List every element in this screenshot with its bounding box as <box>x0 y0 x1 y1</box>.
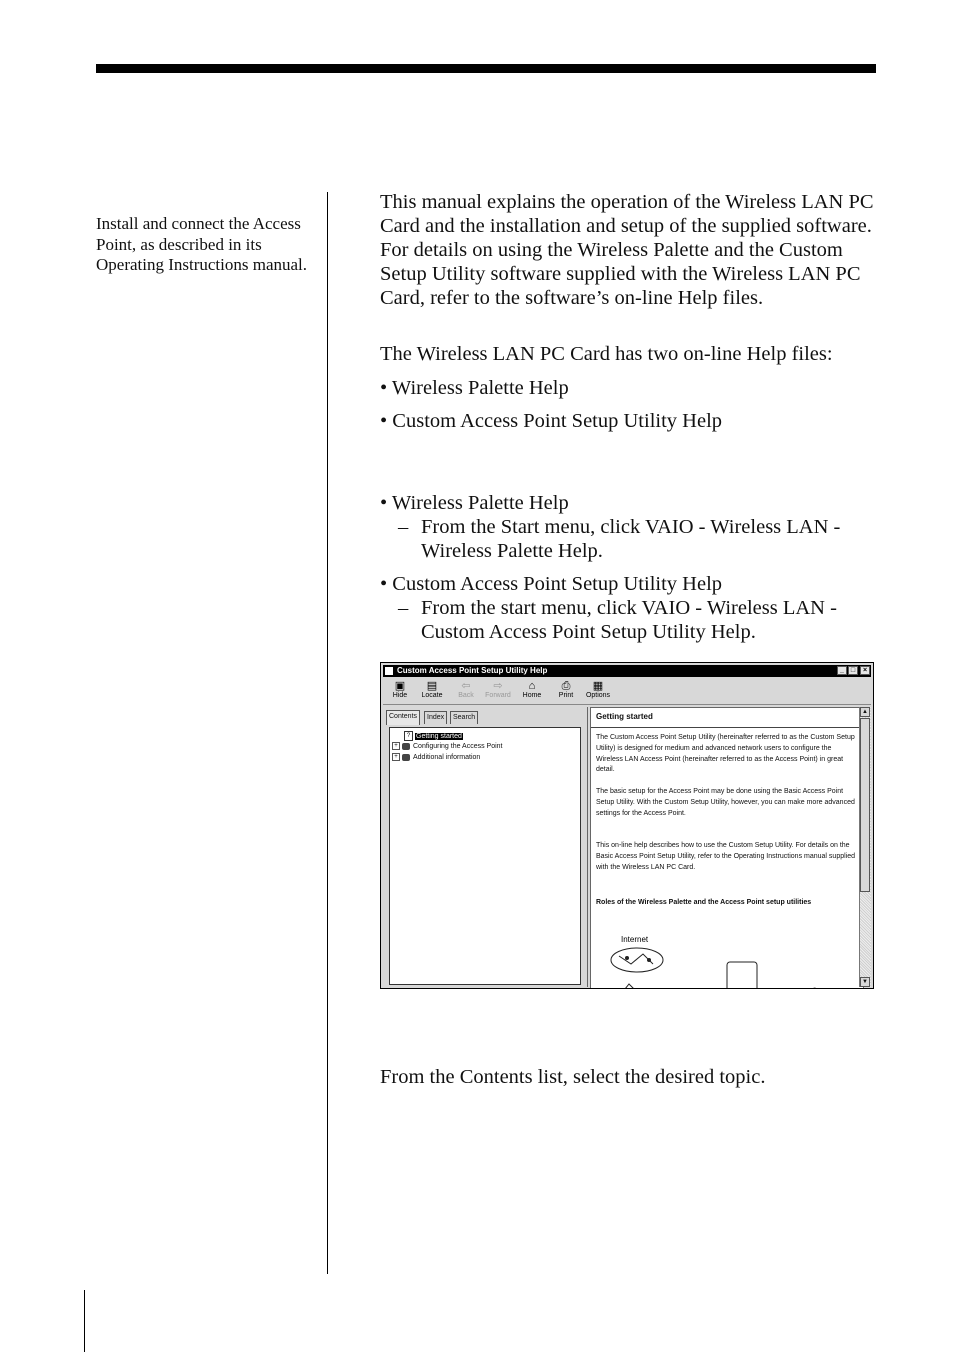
tool-label: Hide <box>392 692 408 699</box>
page-corner-rule <box>84 1290 85 1352</box>
options-icon: ▦ <box>592 680 604 692</box>
contents-tree <box>389 727 581 985</box>
scroll-thumb[interactable] <box>860 718 870 892</box>
open-step-bullet: • Wireless Palette Help <box>380 492 569 514</box>
book-icon <box>402 743 410 750</box>
tree-item-label: Getting started <box>416 732 462 740</box>
hide-icon: ▣ <box>394 680 406 692</box>
tool-label: Forward <box>485 692 511 699</box>
topic-title-rule <box>591 727 863 728</box>
back-button[interactable] <box>451 680 481 702</box>
topic-pane <box>590 707 864 989</box>
internet-label: Internet <box>621 936 649 944</box>
home-icon: ⌂ <box>528 680 536 692</box>
tab-contents[interactable]: Contents <box>386 710 420 725</box>
dash-marker: – <box>398 597 409 619</box>
intro-paragraph: This manual explains the operation of the Wireless LAN PC Card and the installation and setup of the supplied software. For details on using the Wireless Palette and the Custom Setup Utility software supplied with the Wireless LAN PC Card, refer to the software’s on-line Help files. <box>380 191 874 309</box>
topic-scrollbar[interactable] <box>859 707 871 987</box>
tab-index[interactable]: Index <box>424 711 447 724</box>
open-step-bullet: • Custom Access Point Setup Utility Help <box>380 573 723 595</box>
home-button[interactable] <box>517 680 547 702</box>
tool-label: Print <box>558 692 574 699</box>
help-file-item: • Custom Access Point Setup Utility Help <box>380 410 723 432</box>
navigation-pane <box>383 707 588 987</box>
window-titlebar <box>383 665 871 677</box>
tree-item-label: Configuring the Access Point <box>413 743 503 750</box>
window-title: Custom Access Point Setup Utility Help <box>397 666 548 675</box>
topic-paragraph: This on-line help describes how to use the Custom Setup Utility. For details on the Basic Access Point Setup Utility, refer to the Operating Instructions manual supplied with the Wireless LAN PC Card. <box>596 842 855 871</box>
help-files-intro: The Wireless LAN PC Card has two on-line Help files: <box>380 343 833 365</box>
print-button[interactable] <box>551 680 581 702</box>
options-button[interactable] <box>583 680 613 702</box>
tool-label: Back <box>458 692 474 699</box>
tool-label: Home <box>522 692 542 699</box>
minimize-button[interactable]: _ <box>837 666 847 675</box>
hide-button[interactable] <box>385 680 415 702</box>
locate-icon: ▤ <box>426 680 438 692</box>
scroll-up-icon[interactable]: ▲ <box>860 707 870 717</box>
tree-item-additional[interactable] <box>392 753 480 762</box>
tree-item-label: Additional information <box>413 754 481 761</box>
network-illustration <box>591 936 863 989</box>
help-file-item: • Wireless Palette Help <box>380 377 569 399</box>
column-divider <box>327 192 328 1274</box>
tab-search[interactable]: Search <box>450 711 478 724</box>
tool-label: Locate <box>421 692 443 699</box>
help-window-screenshot <box>380 662 874 989</box>
scroll-down-icon[interactable]: ▼ <box>860 977 870 987</box>
open-step-text: From the start menu, click VAIO - Wireless LAN - Custom Access Point Setup Utility Help. <box>421 597 837 643</box>
book-icon <box>402 754 410 761</box>
topic-title: Getting started <box>596 712 653 721</box>
open-step-text: From the Start menu, click VAIO - Wireless LAN - Wireless Palette Help. <box>421 516 841 562</box>
close-button[interactable]: × <box>860 666 870 675</box>
tree-item-configuring[interactable] <box>392 742 503 751</box>
help-toolbar <box>383 678 871 705</box>
roles-heading: Roles of the Wireless Palette and the Access Point setup utilities <box>596 899 812 906</box>
top-rule <box>96 64 876 73</box>
maximize-button[interactable]: □ <box>848 666 858 675</box>
expand-icon[interactable]: + <box>392 753 400 761</box>
locate-button[interactable] <box>417 680 447 702</box>
expand-icon[interactable]: + <box>392 742 400 750</box>
side-note: Install and connect the Access Point, as described in its Operating Instructions manual. <box>96 214 308 274</box>
back-arrow-icon: ⇦ <box>461 680 471 692</box>
tool-label: Options <box>585 692 611 699</box>
help-app-icon <box>385 667 393 675</box>
forward-button[interactable] <box>483 680 513 702</box>
forward-arrow-icon: ⇨ <box>493 680 503 692</box>
topic-paragraph: The Custom Access Point Setup Utility (hereinafter referred to as the Custom Setup Utility) is designed for medium and advanced network users to configure the Wireless LAN Access Point (hereinafter referred to as the Access Point) in great detail. <box>596 734 855 774</box>
topic-paragraph: The basic setup for the Access Point may be done using the Basic Access Point Setup Utility. With the Custom Setup Utility, however, you can make more advanced settings for the Access Point. <box>596 788 855 817</box>
dash-marker: – <box>398 516 409 538</box>
help-page-icon: ? <box>404 731 413 741</box>
tree-item-getting-started[interactable] <box>404 731 463 741</box>
closing-instruction: From the Contents list, select the desired topic. <box>380 1066 766 1088</box>
printer-icon: ⎙ <box>561 680 571 692</box>
